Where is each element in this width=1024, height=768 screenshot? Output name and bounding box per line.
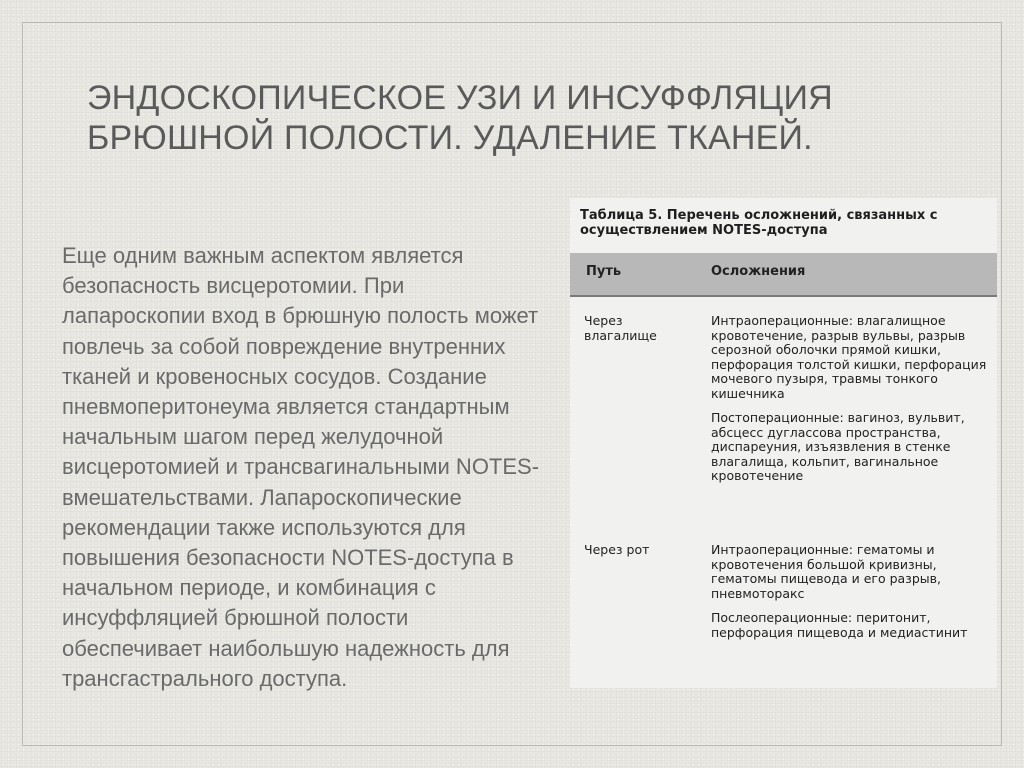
row-complications (711, 543, 993, 650)
header-complications: Осложнения (711, 264, 806, 279)
intraoperative-text: Интраоперационные: влагалищное кровотечение, разрыв вульвы, разрыв серозной оболочки прямой кишки, перфорация толстой кишки, перфорация мочевого пузыря, травмы тонкого кишечника (711, 313, 987, 401)
intraoperative-text: Интраоперационные: гематомы и кровотечения большой кривизны, гематомы пищевода и его разрыв, пневмоторакс (711, 542, 941, 601)
row-path: Через влагалище (584, 313, 657, 343)
row-complications (711, 314, 993, 494)
row-path: Через рот (584, 542, 650, 557)
slide-title: ЭНДОСКОПИЧЕСКОЕ УЗИ И ИНСУФФЛЯЦИЯ БРЮШНОЙ ПОЛОСТИ. УДАЛЕНИЕ ТКАНЕЙ. (87, 79, 833, 157)
body-paragraph: Еще одним важным аспектом является безопасность висцеротомии. При лапароскопии вход в брюшную полость может повлечь за собой повреждение внутренних тканей и кровеносных сосудов. Создание пневмоперитонеума является стандартным начальным шагом перед желудочной висцеротомией и трансвагинальными NOTES-вмешательствами. Лапароскопические рекомендации также используются для повышения безопасности NOTES-доступа в начальном периоде, и комбинация с инсуффляцией брюшной полости обеспечивает наибольшую надежность для трансгастрального доступа. (62, 243, 540, 691)
table-caption: Таблица 5. Перечень осложнений, связанных с осуществлением NOTES-доступа (580, 208, 938, 238)
table-header-row (570, 253, 997, 297)
header-path: Путь (586, 264, 622, 279)
postoperative-text: Послеоперационные: перитонит, перфорация пищевода и медиастинит (711, 610, 968, 640)
postoperative-text: Постоперационные: вагиноз, вульвит, абсцесс дугласcова пространства, диспареуния, изъязвления в стенке влагалища, кольпит, вагинальное кровотечение (711, 410, 965, 483)
complications-table (570, 198, 997, 688)
